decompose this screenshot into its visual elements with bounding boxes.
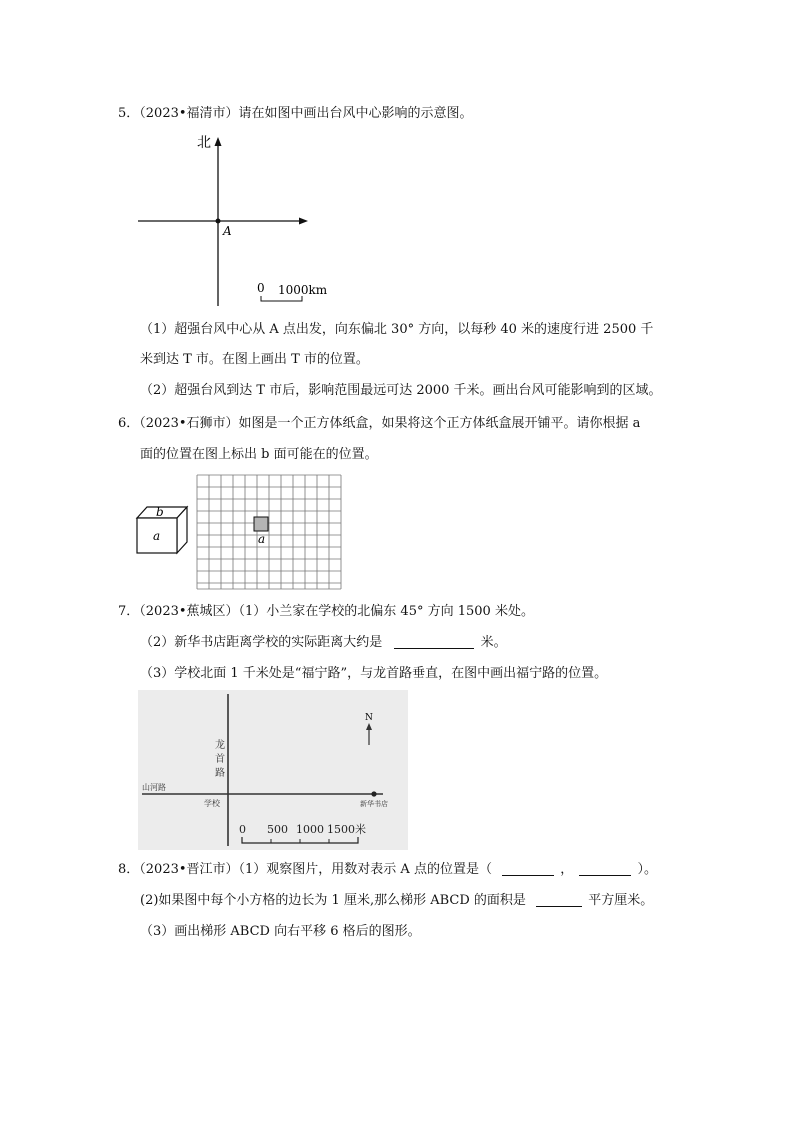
q5-scale-label: 1000km [278,283,328,297]
q7-map [138,690,408,850]
q8-part2 [140,891,653,911]
q7-answer-blank[interactable] [394,634,474,649]
q6-face-a-square [254,517,268,531]
q8-title-close: ）。 [637,862,658,877]
q6-cube-label-b: b [156,505,164,519]
q8-title-comma: ， [560,862,574,877]
q7-scale-1500: 1500米 [327,823,366,836]
q5-east-arrow-icon [299,218,308,225]
q5-point-a-dot [216,219,221,224]
q7-store-dot [371,791,376,796]
q8-title [118,860,657,880]
q7-scale-500: 500 [267,823,288,836]
q6-cube-label-a: a [153,529,161,543]
q6-grid-label-a: a [258,532,266,546]
q7-road-v-char2: 首 [215,754,225,765]
q7-road-v-char3: 路 [215,768,225,779]
q5-part1-line2: 米到达 T 市。在图上画出 T 市的位置。 [140,352,369,367]
q8-part2-unit: 平方厘米。 [588,893,654,908]
q7-north-label: N [365,713,373,723]
q5-coordinate-figure [130,128,340,313]
q7-store-label: 新华书店 [360,800,388,808]
q8-part2-text: (2)如果图中每个小方格的边长为 1 厘米,那么梯形 ABCD 的面积是 [140,893,526,908]
q7-part2 [140,633,507,653]
q5-scale-zero: 0 [257,281,265,295]
q6-grid [196,474,344,592]
q5-title: 5．（2023•福清市）请在如图中画出台风中心影响的示意图。 [118,106,473,121]
q6-title-line1: 6．（2023•石狮市）如图是一个正方体纸盒，如果将这个正方体纸盒展开铺平。请你根据 a [118,416,641,431]
q7-school-label: 学校 [204,799,220,808]
q8-answer-blank-row[interactable] [579,861,631,876]
q5-north-arrow-icon [215,137,222,146]
q8-answer-blank-area[interactable] [536,892,582,907]
q7-part2-unit: 米。 [480,635,507,650]
q6-title-line2: 面的位置在图上标出 b 面可能在的位置。 [140,447,378,462]
q5-point-a-label: A [223,224,232,238]
q7-road-h-label: 山河路 [142,783,166,792]
q7-road-v-char1: 龙 [215,740,225,751]
q5-part1-line1: （1）超强台风中心从 A 点出发，向东偏北 30° 方向，以每秒 40 米的速度行进 2500 千 [140,322,654,337]
q7-part2-text: （2）新华书店距离学校的实际距离大约是 [140,635,383,650]
q8-title-text: 8．（2023•晋江市）（1）观察图片，用数对表示 A 点的位置是（ [118,862,492,877]
q7-part3: （3）学校北面 1 千米处是“福宁路”，与龙首路垂直，在图中画出福宁路的位置。 [140,666,608,681]
q7-scale-0: 0 [239,823,246,836]
q5-part2: （2）超强台风到达 T 市后，影响范围最远可达 2000 千米。画出台风可能影响到的区域。 [140,383,662,398]
q8-part3: （3）画出梯形 ABCD 向右平移 6 格后的图形。 [140,924,421,939]
q6-cube [134,504,190,556]
q7-scale-1000: 1000 [296,823,324,836]
q7-title: 7．（2023•蕉城区）（1）小兰家在学校的北偏东 45° 方向 1500 米处。 [118,604,534,619]
q8-answer-blank-col[interactable] [502,861,554,876]
q5-north-label: 北 [197,135,211,151]
